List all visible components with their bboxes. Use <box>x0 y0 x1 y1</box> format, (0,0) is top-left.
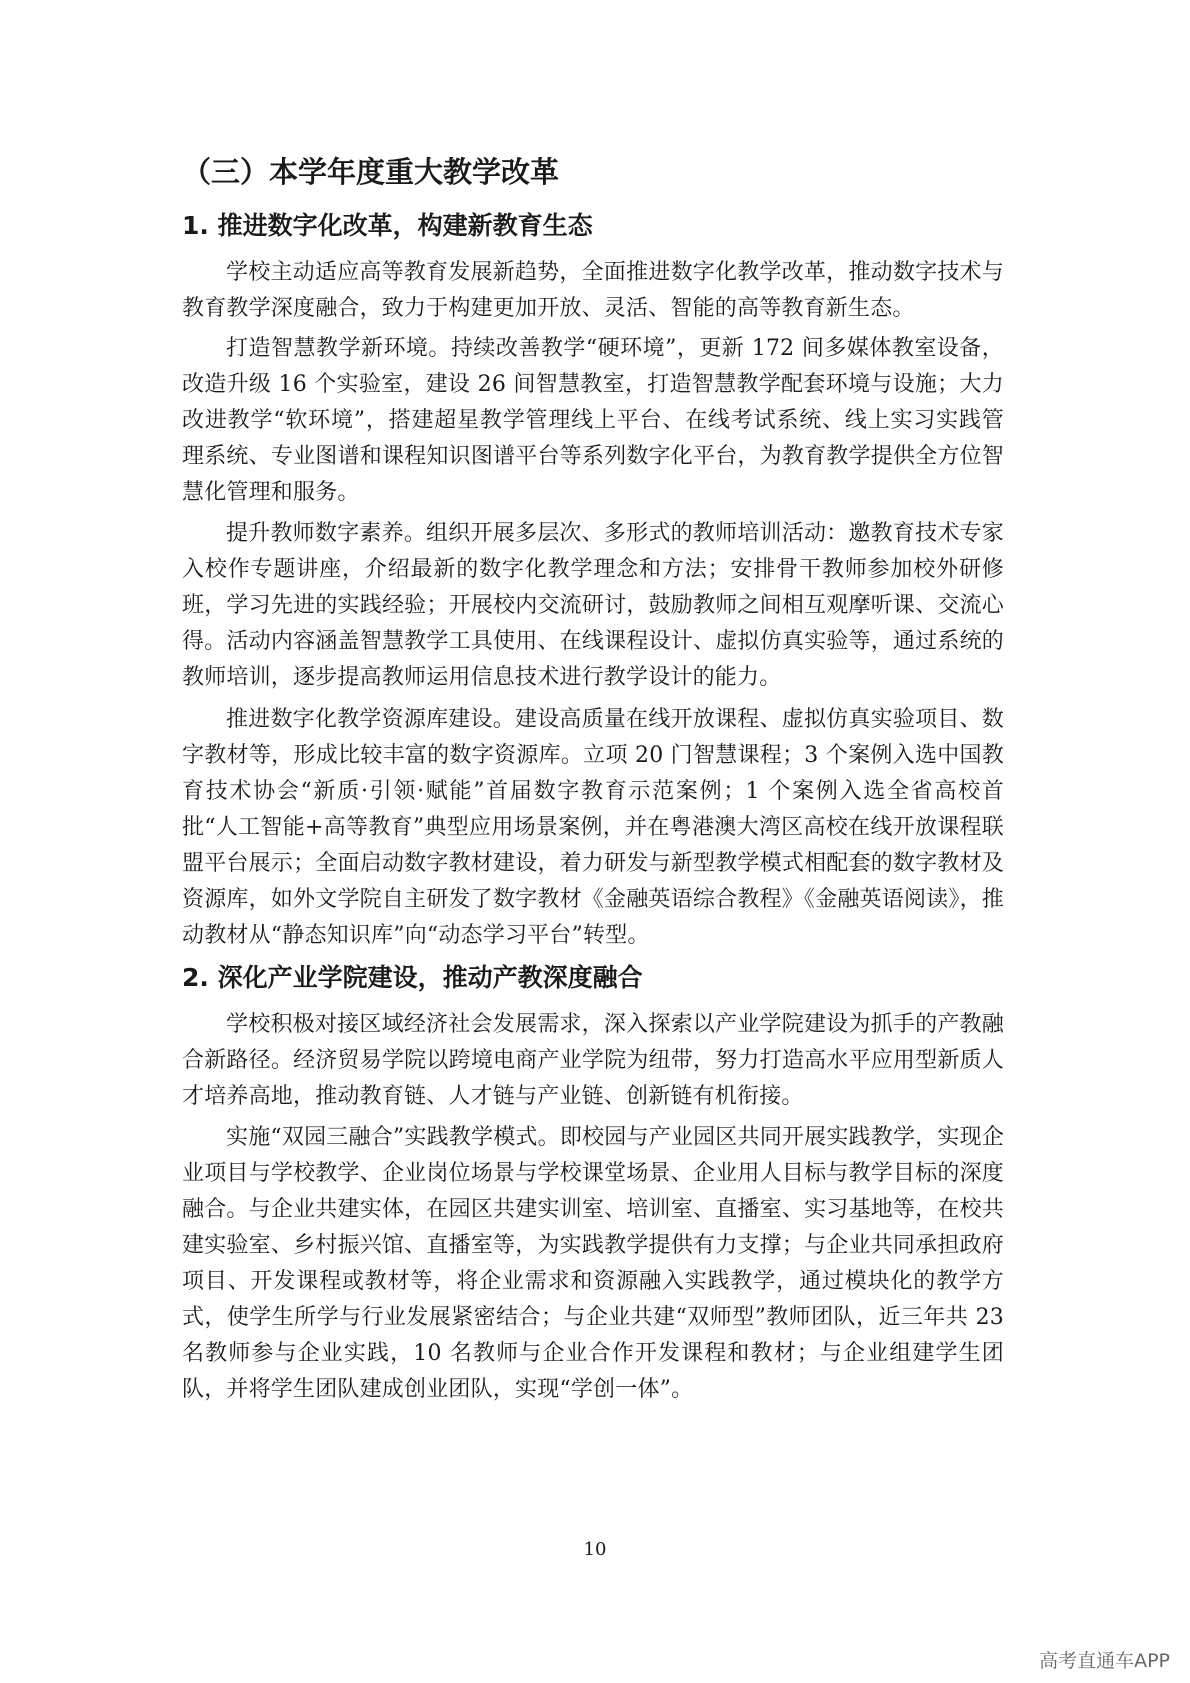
paragraph-intro-industry: 学校积极对接区域经济社会发展需求，深入探索以产业学院建设为抓手的产教融合新路径。经济贸易学院以跨境电商产业学院为纽带，努力打造高水平应用型新质人才培养高地，推动教育链、人才链与产业链、创新链有机衔接。 <box>182 1012 1004 1109</box>
subsection-heading-1: 1. 推进数字化改革，构建新教育生态 <box>182 211 593 240</box>
paragraph-dual-park-model: 实施“双园三融合”实践教学模式。即校园与产业园区共同开展实践教学，实现企业项目与学校教学、企业岗位场景与学校课堂场景、企业用人目标与教学目标的深度融合。与企业共建实体，在园区共建实训室、培训室、直播室、实习基地等，在校共建实验室、乡村振兴馆、直播室等，为实践教学提供有力支撑；与企业共同承担政府项目、开发课程或教材等，将企业需求和资源融入实践教学，通过模块化的教学方式，使学生所学与行业发展紧密结合；与企业共建“双师型”教师团队，近三年共 23 名教师参与企业实践，10 名教师与企业合作开发课程和教材；与企业组建学生团队，并将学生团队建成创业团队，实现“学创一体”。 <box>182 1125 1004 1402</box>
section-title: （三）本学年度重大教学改革 <box>182 155 560 189</box>
paragraph-teacher-literacy: 提升教师数字素养。组织开展多层次、多形式的教师培训活动：邀教育技术专家入校作专题讲座，介绍最新的数字化教学理念和方法；安排骨干教师参加校外研修班，学习先进的实践经验；开展校内交流研讨，鼓励教师之间相互观摩听课、交流心得。活动内容涵盖智慧教学工具使用、在线课程设计、虚拟仿真实验等，通过系统的教师培训，逐步提高教师运用信息技术进行教学设计的能力。 <box>182 521 1004 690</box>
paragraph-intro-digital: 学校主动适应高等教育发展新趋势，全面推进数字化教学改革，推动数字技术与教育教学深度融合，致力于构建更加开放、灵活、智能的高等教育新生态。 <box>182 260 1004 321</box>
paragraph-smart-environment: 打造智慧教学新环境。持续改善教学“硬环境”，更新 172 间多媒体教室设备，改造升级 16 个实验室，建设 26 间智慧教室，打造智慧教学配套环境与设施；大力改进教学“软环境”，搭建超星教学管理线上平台、在线考试系统、线上实习实践管理系统、专业图谱和课程知识图谱平台等系列数字化平台，为教育教学提供全方位智慧化管理和服务。 <box>182 336 1004 505</box>
watermark: 高考直通车APP <box>1039 1650 1170 1672</box>
paragraph-resource-library: 推进数字化教学资源库建设。建设高质量在线开放课程、虚拟仿真实验项目、数字教材等，形成比较丰富的数字资源库。立项 20 门智慧课程；3 个案例入选中国教育技术协会“新质·引领·赋能”首届数字教育示范案例；1 个案例入选全省高校首批“人工智能+高等教育”典型应用场景案例，并在粤港澳大湾区高校在线开放课程联盟平台展示；全面启动数字教材建设，着力研发与新型教学模式相配套的数字教材及资源库，如外文学院自主研发了数字教材《金融英语综合教程》《金融英语阅读》，推动教材从“静态知识库”向“动态学习平台”转型。 <box>182 707 1004 948</box>
subsection-heading-2: 2. 深化产业学院建设，推动产教深度融合 <box>182 963 643 992</box>
page-number: 10 <box>583 1539 607 1560</box>
